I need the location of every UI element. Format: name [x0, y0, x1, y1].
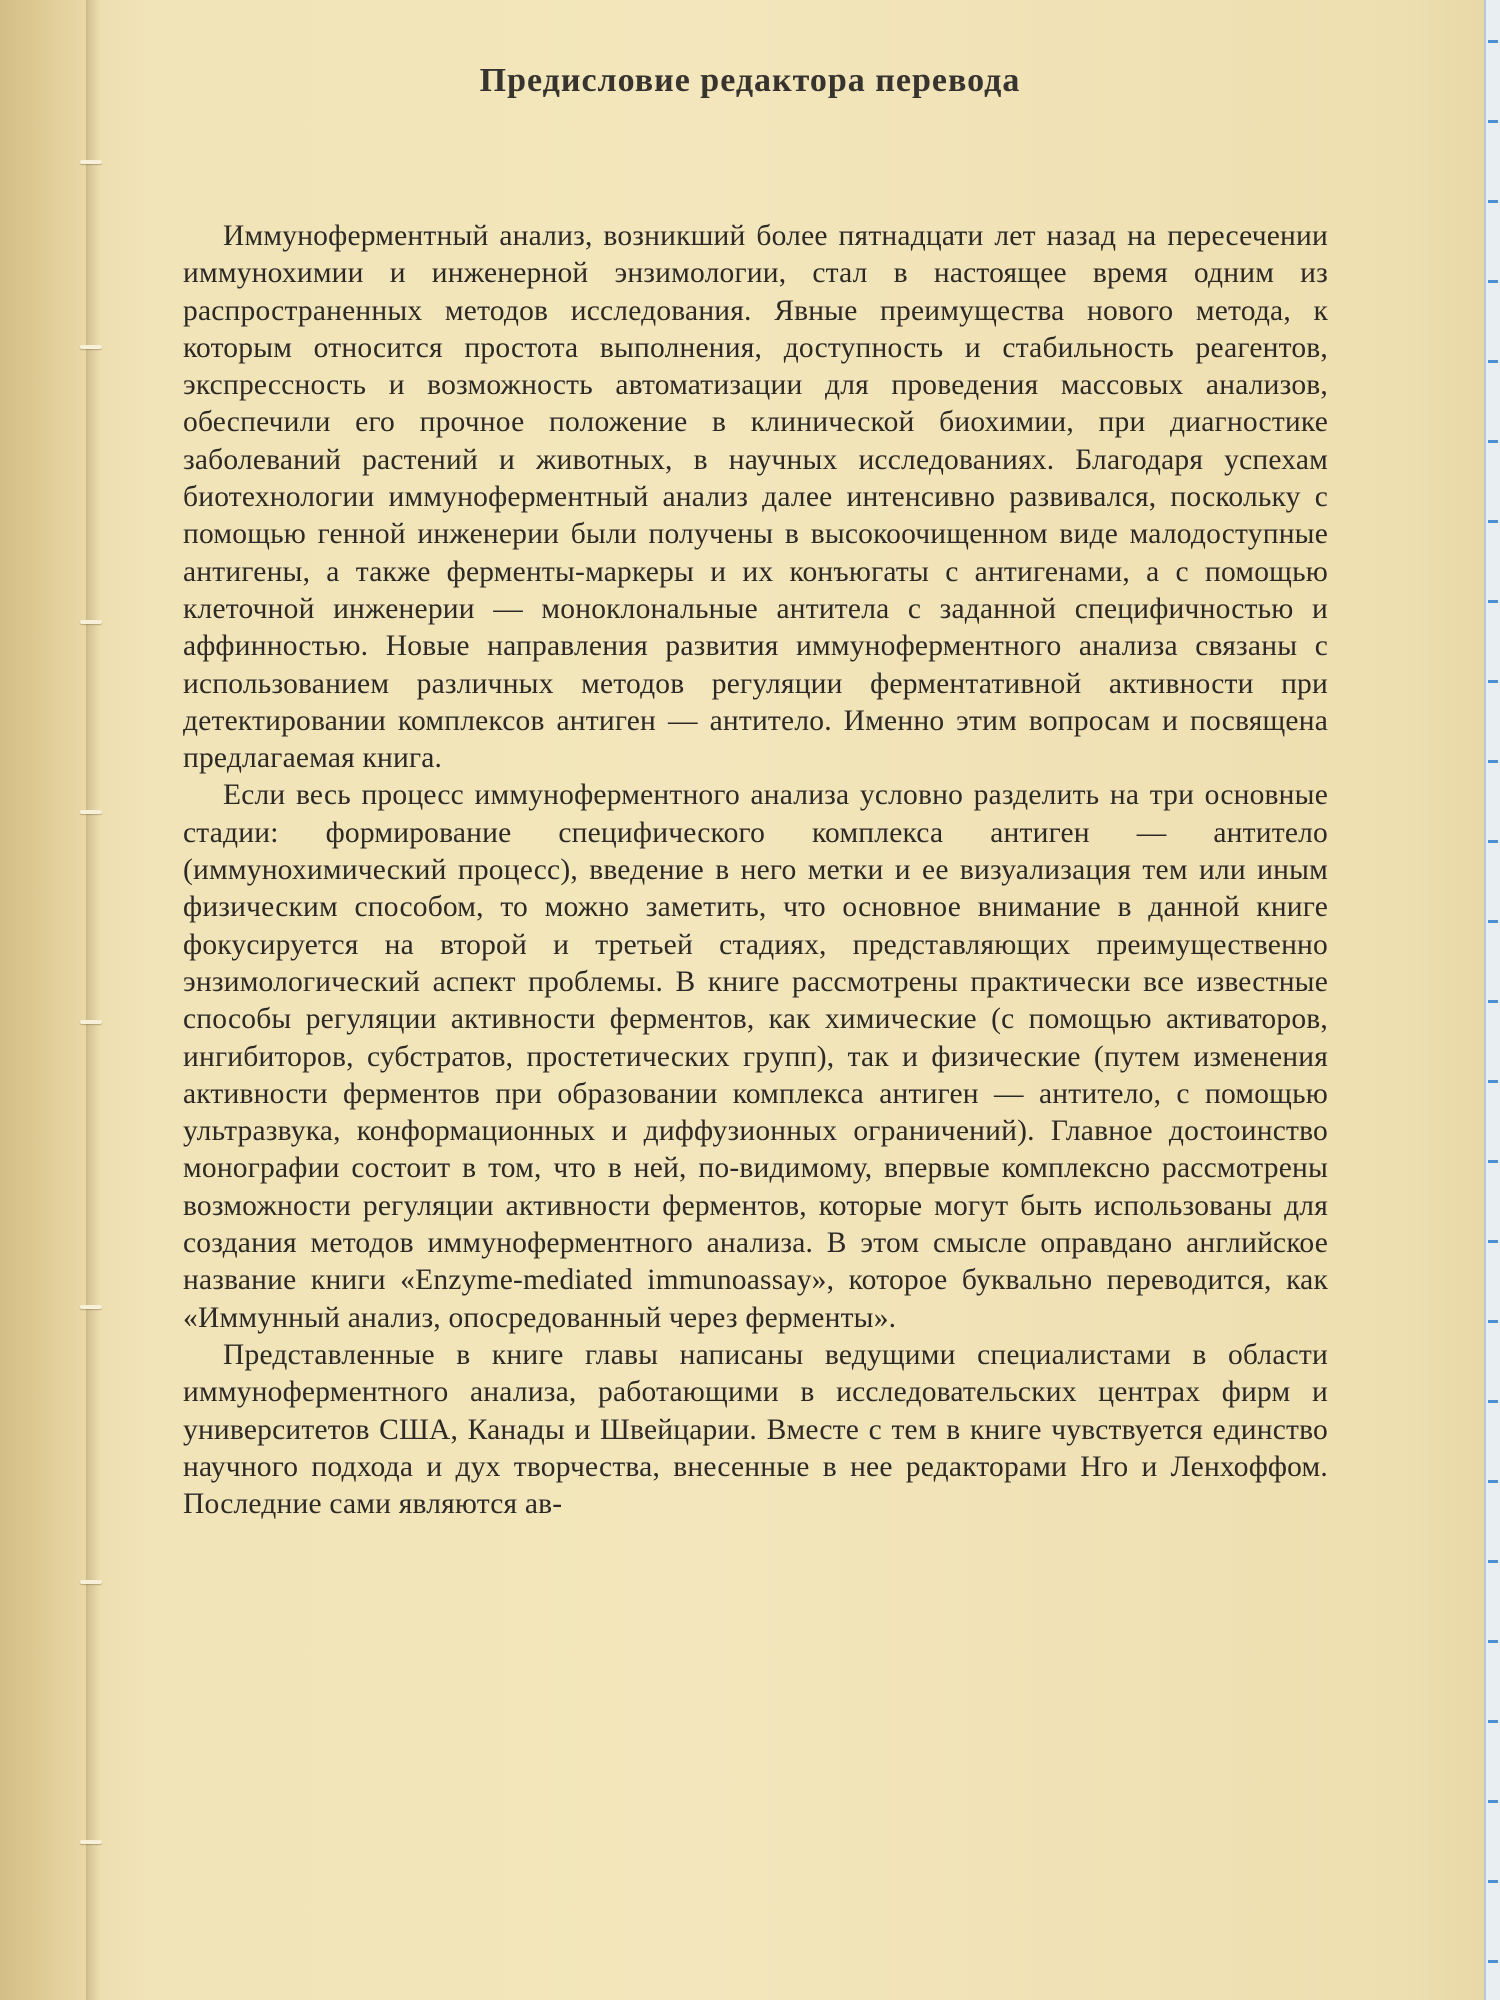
notebook-line [1488, 1800, 1498, 1803]
notebook-line [1488, 1080, 1498, 1083]
notebook-line [1488, 1560, 1498, 1563]
notebook-edge [1484, 0, 1500, 2000]
binding-stitch [80, 160, 102, 164]
notebook-line [1488, 1880, 1498, 1883]
paragraph-3: Представленные в книге главы написаны ведущими специалистами в области иммуноферментного анализа, работающими в исследовательских центрах фирм и университетов США, Канады и Швейцарии. Вместе с тем в книге чувствуется единство научного подхода и дух творчества, внесенные в нее редакторами Нго и Ленхоффом. Последние сами являются ав- [183, 1338, 1328, 1521]
notebook-line [1488, 520, 1498, 523]
paragraph-1: Иммуноферментный анализ, возникший более пятнадцати лет назад на пересечении иммунохимии и инженерной энзимологии, стал в настоящее время одним из распространенных методов исследования. Явные преимущества нового метода, к которым относится простота выполнения, доступность и стабильность реагентов, экспрессность и возможность автоматизации для проведения массовых анализов, обеспечили его прочное положение в клинической биохимии, при диагностике заболеваний растений и животных, в научных исследованиях. Благодаря успехам биотехнологии иммуноферментный анализ далее интенсивно развивался, поскольку с помощью генной инженерии были получены в высокоочищенном виде малодоступные антигены, а также ферменты-маркеры и их конъюгаты с антигенами, а с помощью клеточной инженерии — моноклональные антитела с заданной специфичностью и аффинностью. Новые направления развития иммуноферментного анализа связаны с использованием различных методов регуляции ферментативной активности при детектировании комплексов антиген — антитело. Именно этим вопросам и посвящена предлагаемая книга. [183, 220, 1328, 775]
notebook-line [1488, 1480, 1498, 1483]
notebook-line [1488, 1320, 1498, 1323]
binding-stitch [80, 1020, 102, 1024]
notebook-line [1488, 680, 1498, 683]
notebook-line [1488, 40, 1498, 43]
binding-stitch [80, 345, 102, 349]
notebook-line [1488, 760, 1498, 763]
binding-stitch [80, 1840, 102, 1844]
binding-gutter [0, 0, 88, 2000]
notebook-line [1488, 1000, 1498, 1003]
paragraph-2: Если весь процесс иммуноферментного анализа условно разделить на три основные стадии: формирование специфического комплекса антиген — антитело (иммунохимический процесс), введение в него метки и ее визуализация тем или иным физическим способом, то можно заметить, что основное внимание в данной книге фокусируется на второй и третьей стадиях, представляющих преимущественно энзимологический аспект проблемы. В книге рассмотрены практически все известные способы регуляции активности ферментов, как химические (с помощью активаторов, ингибиторов, субстратов, простетических групп), так и физические (путем изменения активности ферментов при образовании комплекса антиген — антитело, с помощью ультразвука, конформационных и диффузионных ограничений). Главное достоинство монографии состоит в том, что в ней, по-видимому, впервые комплексно рассмотрены возможности регуляции активности ферментов, которые могут быть использованы для создания методов иммуноферментного анализа. В этом смысле оправдано английское название книги «Enzyme-mediated immunoassay», которое буквально переводится, как «Иммунный анализ, опосредованный через ферменты». [183, 779, 1328, 1334]
binding-stitch [80, 1305, 102, 1309]
notebook-line [1488, 200, 1498, 203]
notebook-line [1488, 1160, 1498, 1163]
binding-stitch [80, 1580, 102, 1584]
notebook-line [1488, 360, 1498, 363]
notebook-line [1488, 600, 1498, 603]
notebook-line [1488, 1720, 1498, 1723]
binding-stitch [80, 810, 102, 814]
page-fold-shadow [86, 0, 100, 2000]
notebook-line [1488, 1240, 1498, 1243]
notebook-line [1488, 440, 1498, 443]
notebook-line [1488, 920, 1498, 923]
notebook-line [1488, 1960, 1498, 1963]
page-title: Предисловие редактора перевода [479, 62, 1021, 99]
notebook-line [1488, 280, 1498, 283]
notebook-line [1488, 120, 1498, 123]
notebook-line [1488, 1400, 1498, 1403]
notebook-line [1488, 840, 1498, 843]
binding-stitch [80, 620, 102, 624]
notebook-line [1488, 1640, 1498, 1643]
body-text [183, 218, 1328, 1523]
